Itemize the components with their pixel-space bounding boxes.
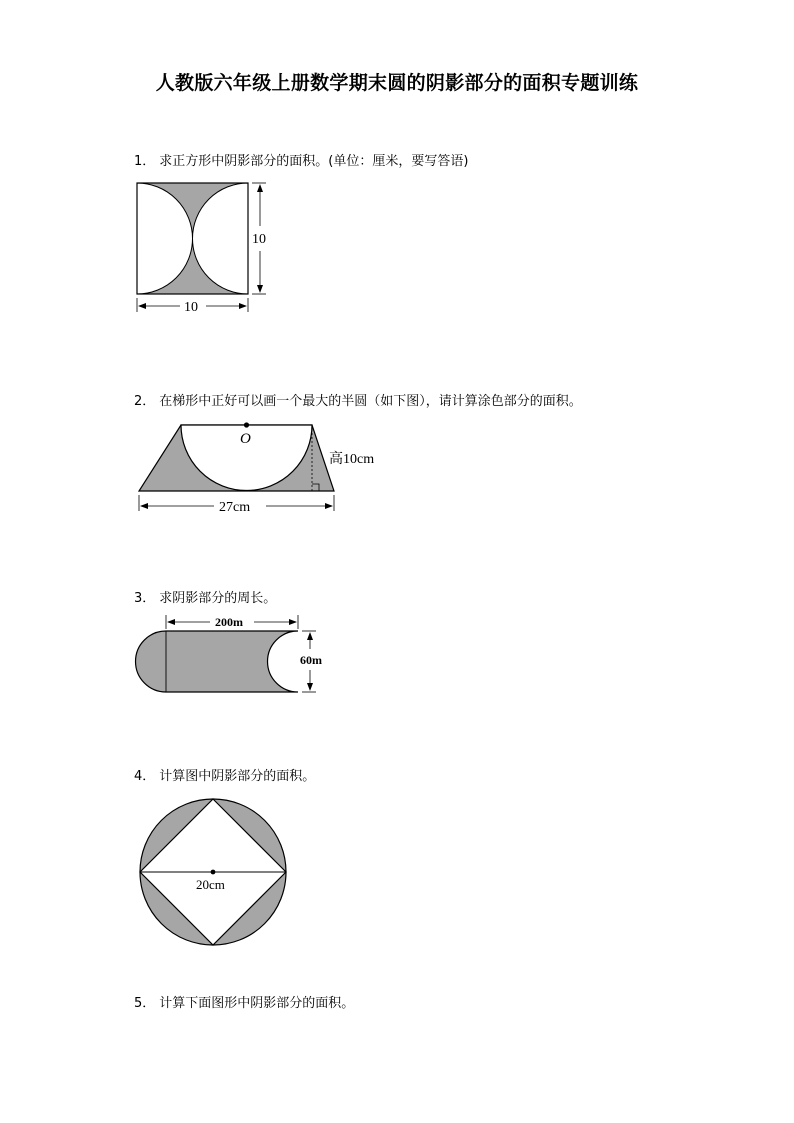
question-number: 2． bbox=[134, 394, 156, 409]
question-number: 1． bbox=[134, 154, 156, 169]
label-center: O bbox=[240, 431, 251, 447]
page-title: 人教版六年级上册数学期末圆的阴影部分的面积专题训练 bbox=[155, 72, 639, 94]
center-point bbox=[244, 422, 249, 427]
question-number: 4． bbox=[134, 769, 156, 784]
question-3 bbox=[134, 587, 276, 606]
question-text: 求阴影部分的周长。 bbox=[159, 591, 277, 606]
label-base: 27cm bbox=[219, 500, 251, 515]
question-number: 3． bbox=[134, 591, 156, 606]
figure-square-semicircles bbox=[130, 176, 290, 316]
label-length: 200m bbox=[215, 615, 243, 629]
question-2 bbox=[134, 390, 582, 409]
question-text: 计算图中阴影部分的面积。 bbox=[159, 769, 316, 784]
question-4 bbox=[134, 765, 315, 784]
label-side-bottom: 10 bbox=[184, 300, 198, 315]
label-side-right: 10 bbox=[252, 232, 266, 247]
figure-track-shape bbox=[130, 612, 350, 702]
center-point bbox=[211, 870, 216, 875]
question-5 bbox=[134, 992, 354, 1011]
question-text: 计算下面图形中阴影部分的面积。 bbox=[159, 996, 355, 1011]
shaded-shape bbox=[136, 631, 298, 692]
question-1 bbox=[134, 150, 468, 169]
label-diameter: 20cm bbox=[196, 877, 225, 892]
label-height: 高10cm bbox=[329, 452, 375, 467]
label-width: 60m bbox=[300, 653, 322, 667]
question-text: 在梯形中正好可以画一个最大的半圆（如下图），请计算涂色部分的面积。 bbox=[159, 394, 582, 409]
figure-circle-square bbox=[130, 790, 300, 955]
figure-trapezoid-semicircle bbox=[130, 418, 400, 518]
question-text: 求正方形中阴影部分的面积。(单位：厘米，要写答语) bbox=[159, 154, 469, 169]
question-number: 5． bbox=[134, 996, 156, 1011]
